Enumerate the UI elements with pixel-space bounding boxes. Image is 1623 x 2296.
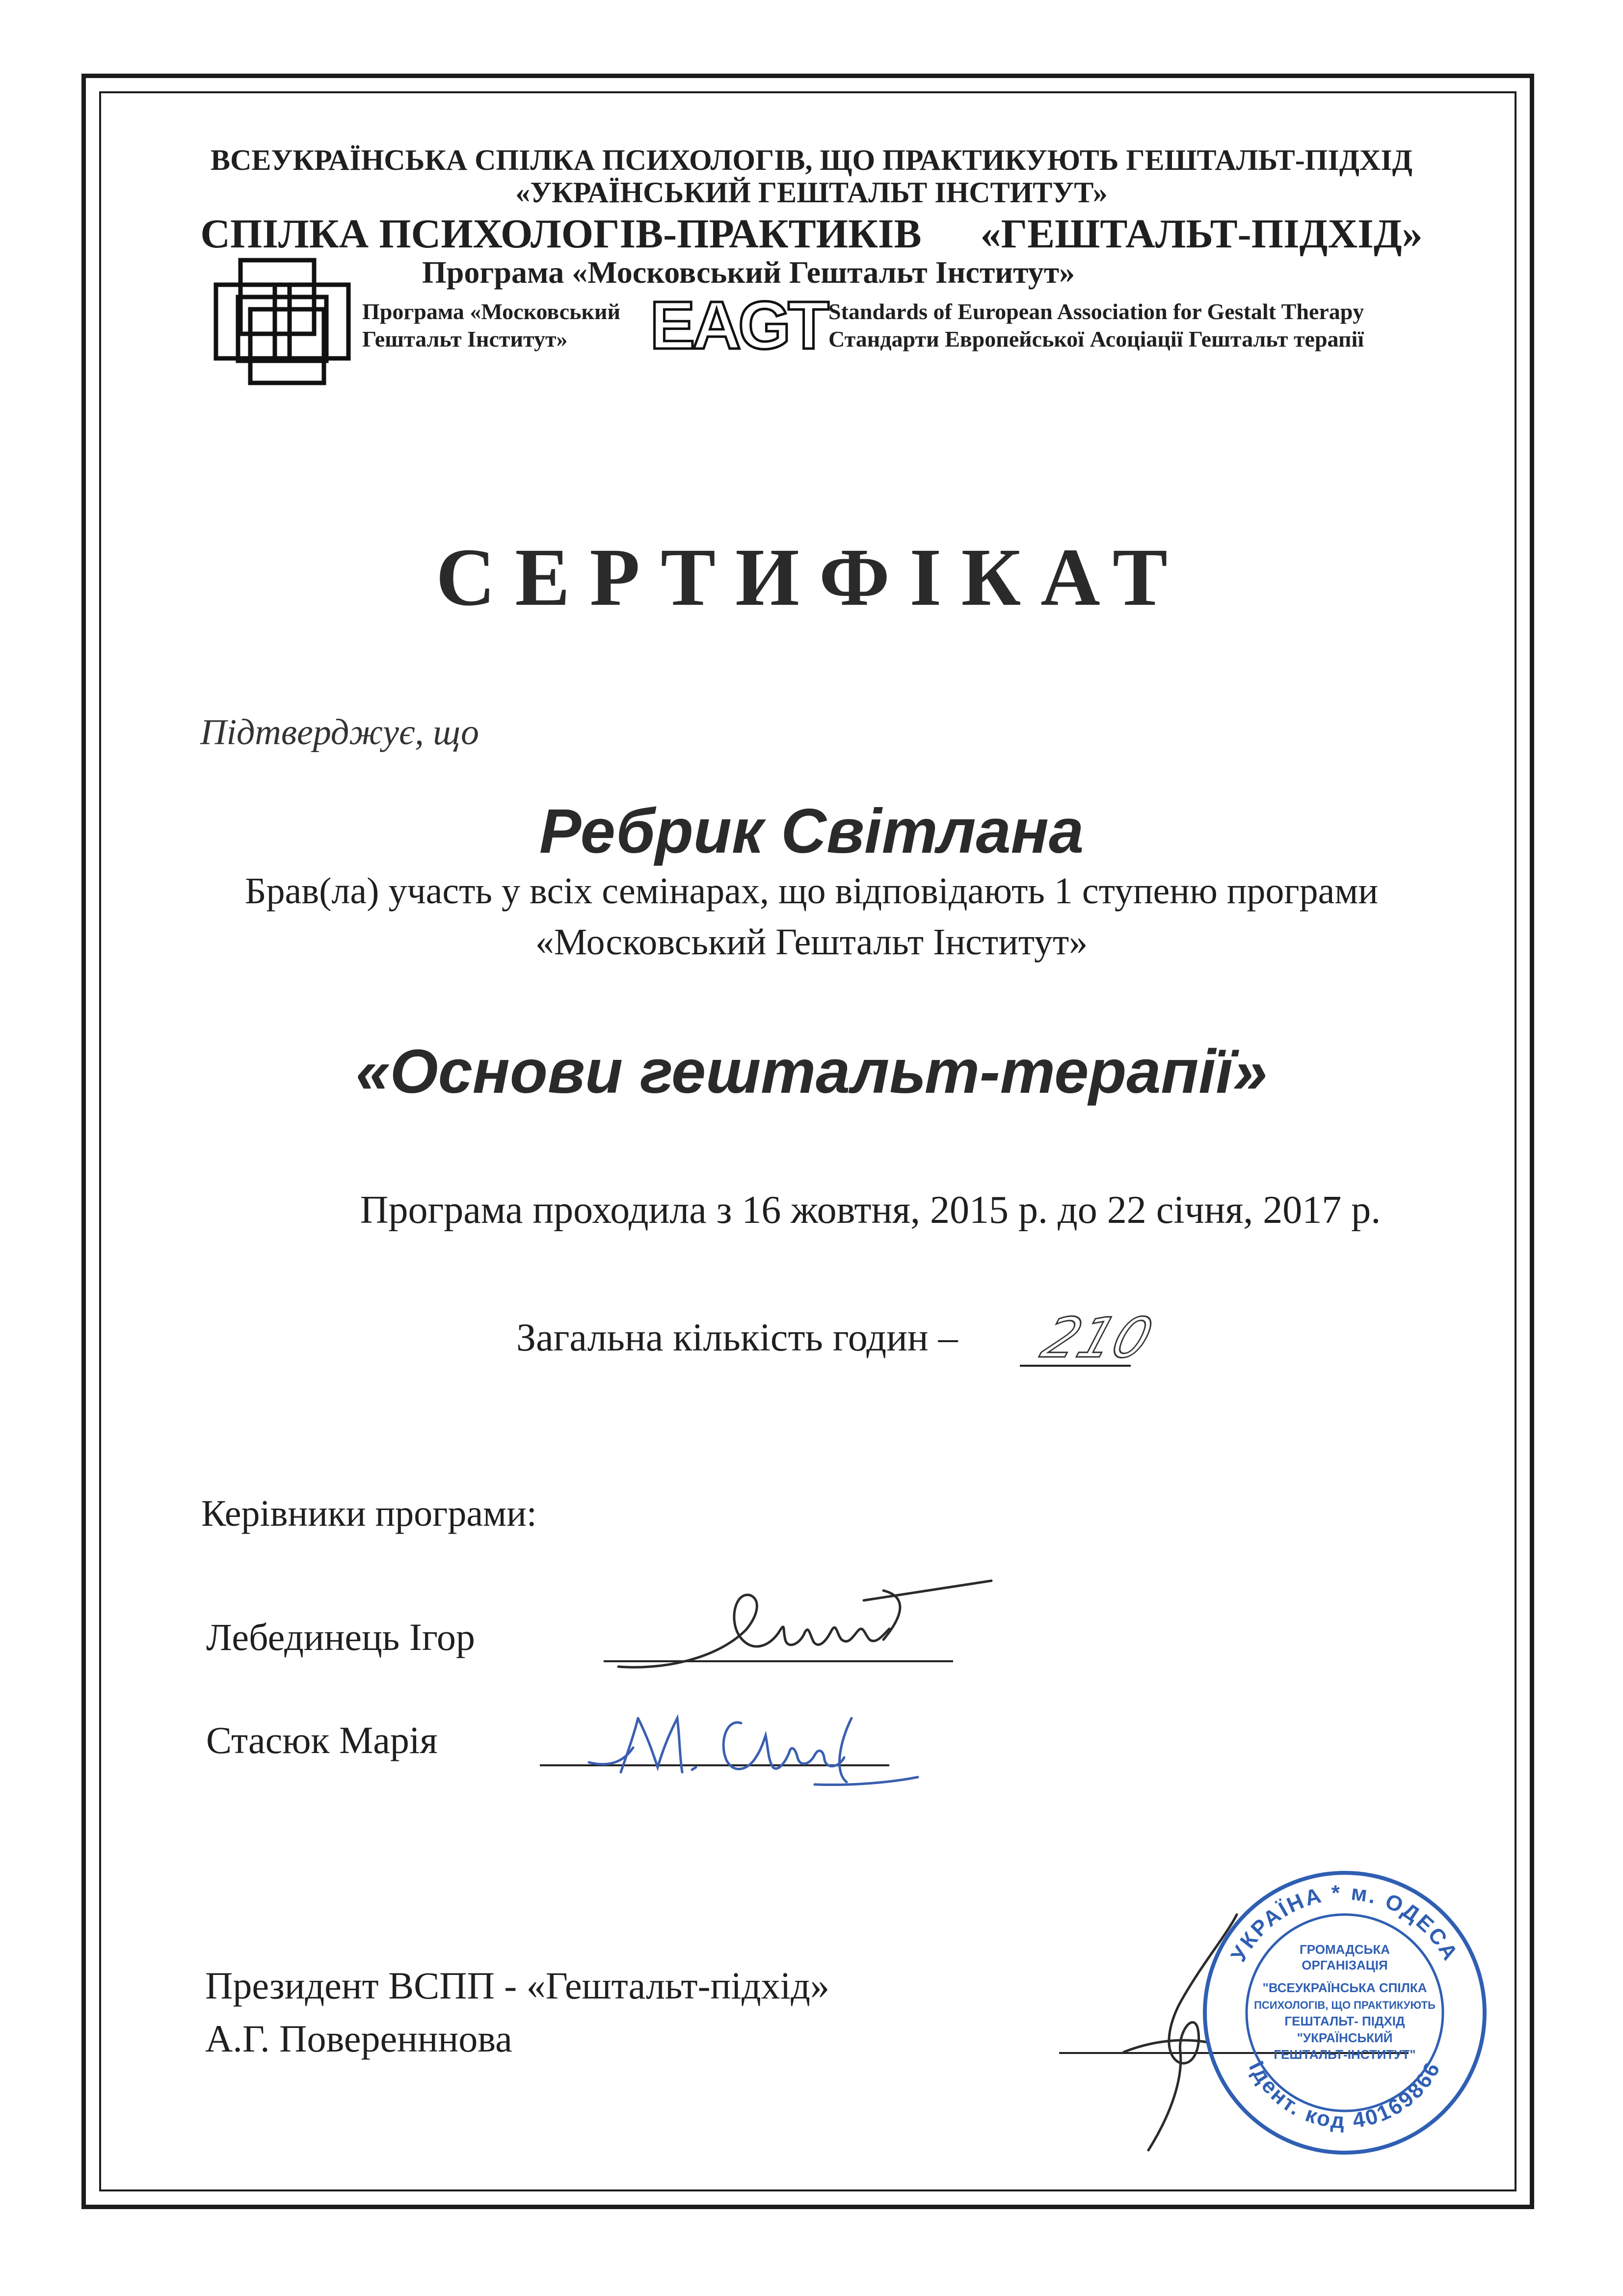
total-hours-value [1034, 1306, 1178, 1371]
program-leaders-heading: Керівники програми: [201, 1493, 537, 1534]
president-name: А.Г. Поверенннова [205, 2017, 512, 2060]
total-hours-label: Загальна кількість годин – [516, 1316, 958, 1359]
leader2-name: Стасюк Марія [206, 1719, 438, 1761]
program-logo-line2: Гештальт Інститут» [362, 326, 568, 351]
president-title: Президент ВСПП - «Гештальт-підхід» [205, 1964, 829, 2007]
eagt-logo-text: EAGT [650, 288, 826, 363]
participation-line1: Брав(ла) участь у всіх семінарах, що відповідають 1 ступеню програми [244, 870, 1379, 912]
header-institute-name: «УКРАЇНСЬКИЙ ГЕШТАЛЬТ ІНСТИТУТ» [515, 176, 1108, 209]
eagt-standards-en: Standards of European Association for Gestalt Therapy [828, 299, 1364, 324]
header-union-name: ВСЕУКРАЇНСЬКА СПІЛКА ПСИХОЛОГІВ, ЩО ПРАКТИКУЮТЬ ГЕШТАЛЬТ-ПІДХІД [211, 144, 1412, 176]
leader1-signature-icon [589, 1561, 1011, 1689]
seal-line1: ГРОМАДСЬКА [1300, 1942, 1390, 1957]
seal-line2: ОРГАНІЗАЦІЯ [1302, 1958, 1388, 1972]
participation-line2: «Московський Гештальт Інститут» [535, 921, 1088, 963]
confirms-text: Підтверджує, що [200, 712, 479, 753]
svg-text:Ідент. код 40169866 [1244, 2057, 1445, 2133]
header-union-practitioners [0, 210, 1623, 258]
seal-line3: "ВСЕУКРАЇНСЬКА СПІЛКА [1262, 1980, 1427, 1995]
seal-line6: "УКРАЇНСЬКИЙ [1297, 2030, 1393, 2045]
official-seal-icon [1197, 1865, 1492, 2160]
seal-line4: ПСИХОЛОГІВ, ЩО ПРАКТИКУЮТЬ [1254, 1999, 1436, 2011]
seal-ring-top: УКРАЇНА * м. ОДЕСА [1226, 1880, 1463, 1966]
seal-line5: ГЕШТАЛЬТ- ПІДХІД [1284, 2014, 1405, 2028]
program-logo-line1: Програма «Московський [362, 299, 620, 324]
seal-line7: ГЕШТАЛЬТ-ІНСТИТУТ" [1274, 2047, 1416, 2062]
course-title: «Основи гештальт-терапії» [355, 1037, 1268, 1106]
program-logo-icon [211, 255, 353, 398]
header-union-practitioners-left: СПІЛКА ПСИХОЛОГІВ-ПРАКТИКІВ [200, 211, 922, 257]
header-union-practitioners-right: «ГЕШТАЛЬТ-ПІДХІД» [980, 211, 1423, 257]
header-program-name: Програма «Московський Гештальт Інститут» [422, 255, 1075, 290]
eagt-logo-icon [650, 288, 826, 363]
certificate-title: СЕРТИФІКАТ [436, 532, 1187, 623]
total-hours-value-text: 210 [1034, 1306, 1160, 1371]
leader2-signature-icon [579, 1689, 923, 1797]
leader1-name: Лебединець Ігор [206, 1616, 475, 1658]
recipient-name: Ребрик Світлана [539, 796, 1084, 866]
eagt-standards-uk: Стандарти Европейської Асоціації Гештальт терапії [828, 326, 1364, 351]
seal-ring-bottom: Ідент. код 40169866 [1244, 2057, 1446, 2134]
program-period: Програма проходила з 16 жовтня, 2015 р. до 22 січня, 2017 р. [360, 1189, 1381, 1232]
